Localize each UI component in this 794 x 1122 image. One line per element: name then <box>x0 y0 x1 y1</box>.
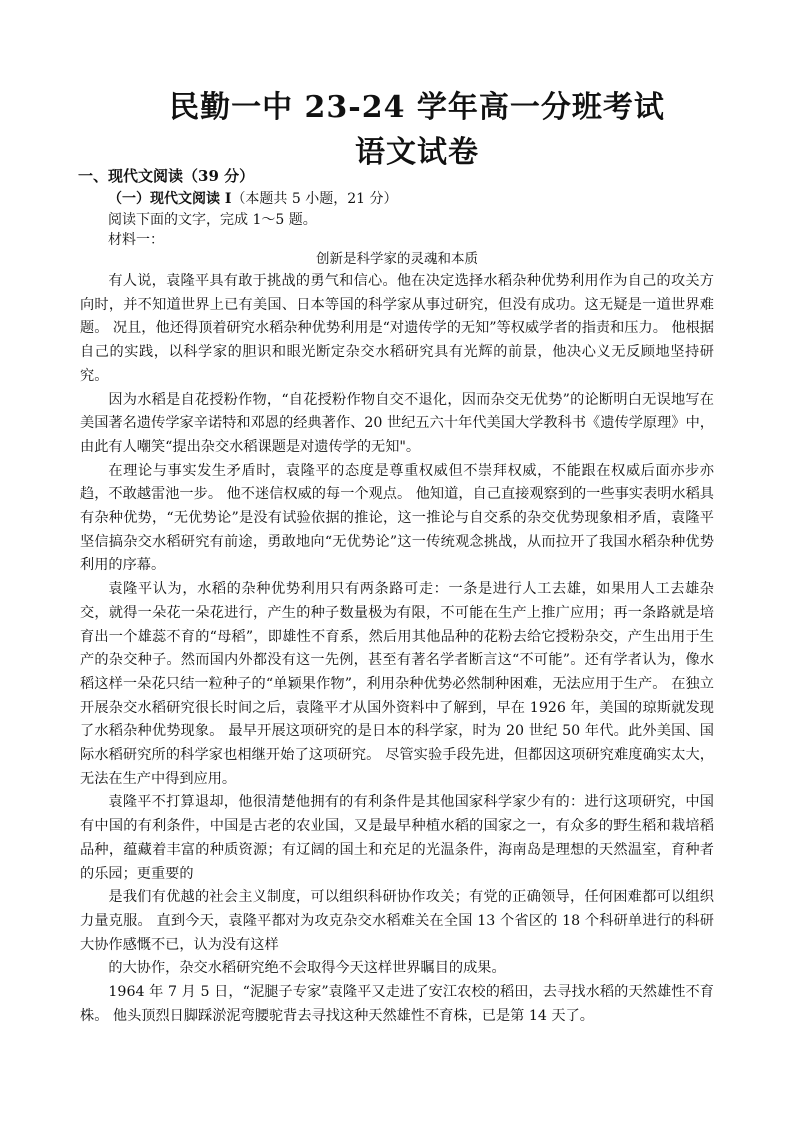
article-paragraph-2: 因为水稻是自花授粉作物，“自花授粉作物自交不退化，因而杂交无优势”的论断明白无误地写在美国著名遗传学家辛诺特和邓恩的经典著作、20 世纪五六十年代美国大学教科书《遗传学原理》中，由此有人嘲笑“提出杂交水稻课题是对遗传学的无知"。 <box>80 391 714 455</box>
article-paragraph-8: 1964 年 7 月 5 日，“泥腿子专家”袁隆平又走进了安江农校的稻田，去寻找水稻的天然雄性不育株。 他头顶烈日脚踩淤泥弯腰驼背去寻找这种天然雄性不育株，已是第 14 天了。 <box>80 984 714 1024</box>
article-body <box>80 270 714 1029</box>
article-paragraph-7: 的大协作，杂交水稻研究绝不会取得今天这样世界瞩目的成果。 <box>108 960 506 977</box>
subsection-heading <box>108 188 398 208</box>
subsection-note: （本题共 5 小题，21 分） <box>231 191 398 207</box>
exam-subtitle: 语文试卷 <box>355 135 479 170</box>
article-title: 创新是科学家的灵魂和本质 <box>316 251 478 267</box>
article-paragraph-4: 袁隆平认为，水稻的杂种优势利用只有两条路可走：一条是进行人工去雄，如果用人工去雄杂交，就得一朵花一朵花进行，产生的种子数量极为有限，不可能在生产上推广应用；再一条路就是培育出一个雄蕊不育的“母稻”，即雄性不育系，然后用其他品种的花粉去给它授粉杂交，产生出用于生产的杂交种子。然而国内外都没有这一先例，甚至有著名学者断言这“不可能”。还有学者认为，像水稻这样一朵花只结一粒种子的“单颖果作物”，利用杂种优势必然制种困难，无法应用于生产。 在独立开展杂交水稻研究很长时间之后，袁隆平才从国外资料中了解到，早在 1926 年，美国的琼斯就发现了水稻杂种优势现象。 最早开展这项研究的是日本的科学家，时为 20 世纪 50 年代。此外美国、国际水稻研究所的科学家也相继开始了这项研究。 尽管实验手段先进，但都因这项研究难度确实太大，无法在生产中得到应用。 <box>80 581 714 787</box>
exam-title: 民勤一中 23-24 学年高一分班考试 <box>169 90 665 125</box>
subsection-label: （一）现代文阅读 I <box>108 191 232 207</box>
article-paragraph-1: 有人说，袁隆平具有敢于挑战的勇气和信心。他在决定选择水稻杂种优势利用作为自己的攻关方向时，并不知道世界上已有美国、日本等国的科学家从事过研究，但没有成功。这无疑是一道世界难题。 况且，他还得顶着研究水稻杂种优势利用是“对遗传学的无知”等权威学者的指责和压力。 他根据自己的实践，以科学家的胆识和眼光断定杂交水稻研究具有光辉的前景，他决心义无反顾地坚持研究。 <box>80 273 714 384</box>
article-paragraph-6: 是我们有优越的社会主义制度，可以组织科研协作攻关；有党的正确领导，任何困难都可以组织力量克服。 直到今天，袁隆平都对为攻克杂交水稻难关在全国 13 个省区的 18 个科研单进行的科研大协作感慨不已，认为没有这样 <box>80 889 714 953</box>
article-paragraph-3: 在理论与事实发生矛盾时，袁隆平的态度是尊重权威但不崇拜权威，不能跟在权威后面亦步亦趋，不敢越雷池一步。 他不迷信权威的每一个观点。 他知道，自己直接观察到的一些事实表明水稻具有杂种优势，“无优势论”是没有试验依据的推论，这一推论与自交系的杂交优势现象相矛盾，袁隆平坚信搞杂交水稻研究有前途，勇敢地向“无优势论”这一传统观念挑战，从而拉开了我国水稻杂种优势利用的序幕。 <box>80 462 714 574</box>
instruction-text: 阅读下面的文字，完成 1～5 题。 <box>108 212 317 228</box>
section-heading: 一、现代文阅读（39 分） <box>78 167 255 185</box>
article-paragraph-5: 袁隆平不打算退却，他很清楚他拥有的有利条件是其他国家科学家少有的：进行这项研究，中国有中国的有利条件，中国是古老的农业国，又是最早种植水稻的国家之一，有众多的野生稻和栽培稻品种，蕴藏着丰富的种质资源；有辽阔的国土和充足的光温条件，海南岛是理想的天然温室，育种者的乐园；更重要的 <box>80 794 714 882</box>
material-label: 材料一： <box>108 232 164 248</box>
